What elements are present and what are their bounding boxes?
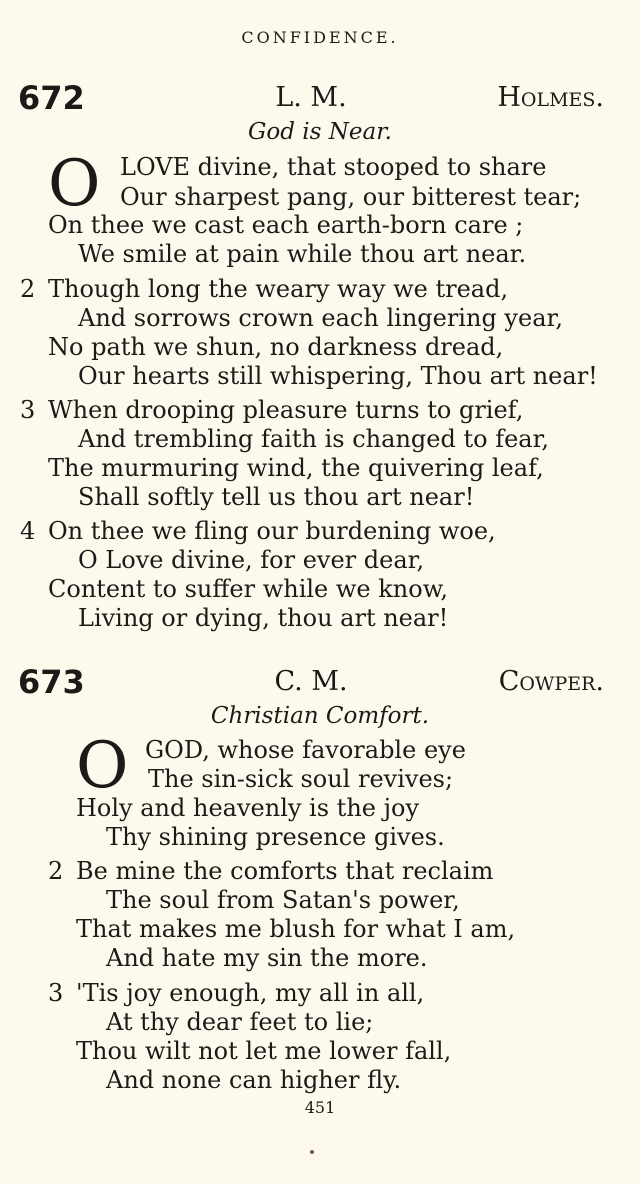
verse-line: Holy and heavenly is the joy — [76, 794, 420, 822]
hymn-meter: L. M. — [275, 82, 347, 113]
verse-line: 'Tis joy enough, my all in all, — [76, 979, 425, 1007]
verse-line: At thy dear feet to lie; — [106, 1008, 374, 1036]
verse-line: Our hearts still whispering, Thou art near! — [78, 362, 598, 390]
stanza-number: 2 — [48, 857, 64, 885]
stanza-number: 2 — [20, 275, 36, 303]
verse-line: No path we shun, no darkness dread, — [48, 333, 504, 361]
hymn-title: God is Near. — [248, 119, 392, 145]
printing-dot — [310, 1150, 314, 1154]
page-number: 451 — [304, 1098, 336, 1117]
running-head: CONFIDENCE. — [241, 28, 399, 47]
hymn-673-header — [18, 662, 604, 702]
verse-line: Living or dying, thou art near! — [78, 604, 449, 632]
verse-line: Our sharpest pang, our bitterest tear; — [120, 183, 582, 211]
verse-line: O Love divine, for ever dear, — [78, 546, 425, 574]
stanza-number: 3 — [48, 979, 64, 1007]
verse-line: Thou wilt not let me lower fall, — [76, 1037, 452, 1065]
verse-line: On thee we cast each earth-born care ; — [48, 211, 524, 239]
hymn-author: Holmes. — [497, 82, 604, 113]
verse-line: The sin-sick soul revives; — [148, 765, 454, 793]
verse-line: And sorrows crown each lingering year, — [78, 304, 563, 332]
hymn-number: 673 — [18, 663, 85, 701]
verse-line: Shall softly tell us thou art near! — [78, 483, 475, 511]
verse-line: And none can higher fly. — [106, 1066, 402, 1094]
verse-line: When drooping pleasure turns to grief, — [48, 396, 524, 424]
verse-line: And hate my sin the more. — [106, 944, 428, 972]
drop-cap: O — [48, 147, 101, 221]
stanza-number: 4 — [20, 517, 36, 545]
hymn-meter: C. M. — [274, 666, 348, 697]
verse-line: GOD, whose favorable eye — [145, 736, 466, 764]
hymn-title: Christian Comfort. — [210, 703, 430, 729]
drop-cap: O — [76, 729, 129, 803]
verse-line: Though long the weary way we tread, — [48, 275, 509, 303]
verse-line: Content to suffer while we know, — [48, 575, 449, 603]
hymn-672-header — [18, 78, 604, 118]
hymn-number: 672 — [18, 79, 85, 117]
verse-line: And trembling faith is changed to fear, — [78, 425, 550, 453]
hymn-author: Cowper. — [498, 666, 604, 697]
verse-line: Thy shining presence gives. — [106, 823, 445, 851]
stanza-number: 3 — [20, 396, 36, 424]
verse-line: On thee we fling our burdening woe, — [48, 517, 496, 545]
verse-line: The soul from Satan's power, — [106, 886, 460, 914]
verse-line: LOVE divine, that stooped to share — [120, 153, 547, 181]
verse-line: The murmuring wind, the quivering leaf, — [48, 454, 544, 482]
verse-line: Be mine the comforts that reclaim — [76, 857, 494, 885]
verse-line: That makes me blush for what I am, — [76, 915, 516, 943]
verse-line: We smile at pain while thou art near. — [78, 240, 527, 268]
